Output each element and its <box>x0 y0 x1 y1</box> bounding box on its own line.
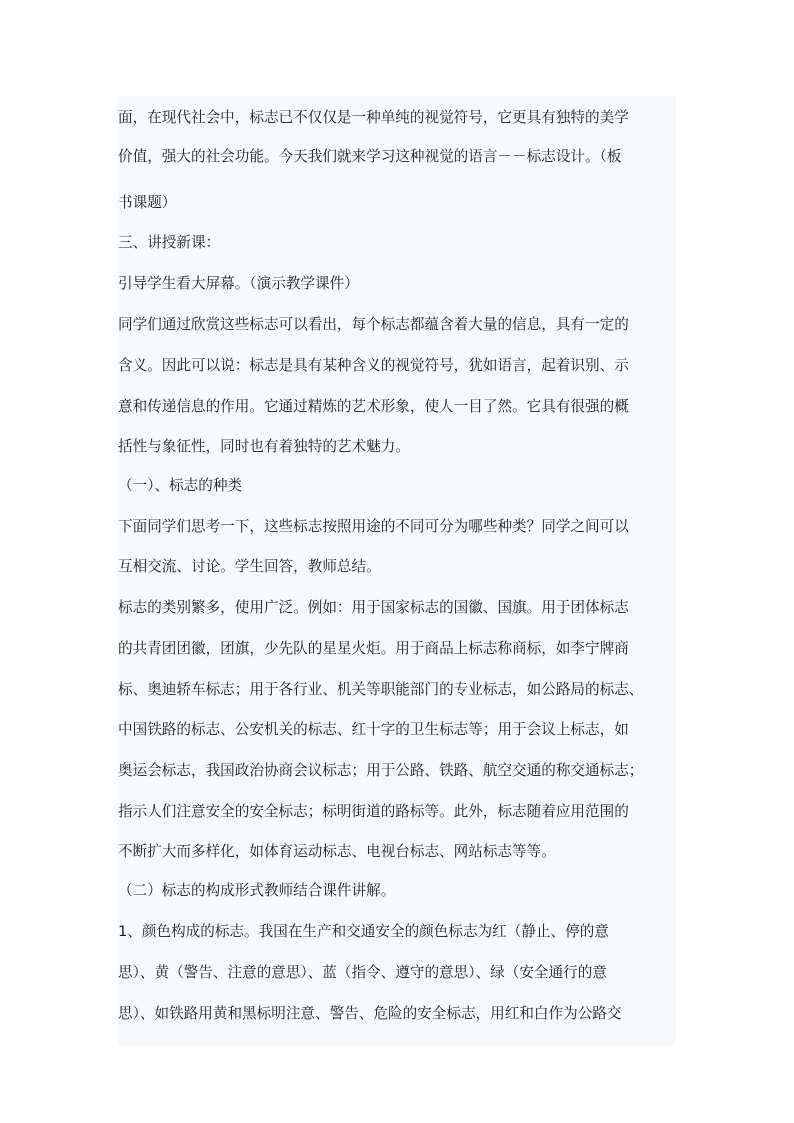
subsection-heading: （一）、标志的种类 <box>118 477 243 494</box>
text-line: 思）、如铁路用黄和黑标明注意、警告、危险的安全标志，用红和白作为公路交 <box>118 1005 622 1022</box>
text-line: 标志的类别繁多，使用广泛。例如：用于国家标志的国徽、国旗。用于团体标志 <box>118 599 629 616</box>
text-line: 面，在现代社会中，标志已不仅仅是一种单纯的视觉符号，它更具有独特的美学 <box>118 109 629 126</box>
text-line: 意和传递信息的作用。它通过精炼的艺术形象，使人一目了然。它具有很强的概 <box>118 398 629 415</box>
text-line: 不断扩大而多样化，如体育运动标志、电视台标志、网站标志等等。 <box>118 843 556 860</box>
text-line: 中国铁路的标志、公安机关的标志、红十字的卫生标志等；用于会议上标志，如 <box>118 721 629 738</box>
text-line: 下面同学们思考一下，这些标志按照用途的不同可分为哪些种类？同学之间可以 <box>118 518 629 535</box>
text-line: 含义。因此可以说：标志是具有某种含义的视觉符号，犹如语言，起着识别、示 <box>118 357 629 374</box>
text-line: 书课题） <box>118 194 177 211</box>
subsection-heading: （二）标志的构成形式教师结合课件讲解。 <box>118 882 396 899</box>
section-heading: 三、讲授新课： <box>118 234 221 251</box>
text-line: 奥运会标志，我国政治协商会议标志；用于公路、铁路、航空交通的称交通标志； <box>118 762 644 779</box>
text-line: 括性与象征性，同时也有着独特的艺术魅力。 <box>118 438 410 455</box>
text-line: 同学们通过欣赏这些标志可以看出，每个标志都蕴含着大量的信息，具有一定的 <box>118 316 629 333</box>
text-line: 引导学生看大屏幕。（演示教学课件） <box>118 275 359 292</box>
text-line: 1、颜色构成的标志。我国在生产和交通安全的颜色标志为红（静止、停的意 <box>118 923 609 940</box>
text-line: 价值，强大的社会功能。今天我们就来学习这种视觉的语言－－标志设计。（板 <box>118 148 622 165</box>
document-text-block <box>118 96 676 1046</box>
text-line: 思）、黄（警告、注意的意思）、蓝（指令、遵守的意思）、绿（安全通行的意 <box>118 964 607 981</box>
text-line: 互相交流、讨论。学生回答，教师总结。 <box>118 558 381 575</box>
text-line: 指示人们注意安全的安全标志；标明街道的路标等。此外，标志随着应用范围的 <box>118 803 629 820</box>
text-line: 的共青团团徽，团旗，少先队的星星火炬。用于商品上标志称商标，如李宁牌商 <box>118 640 629 657</box>
text-line: 标、奥迪轿车标志；用于各行业、机关等职能部门的专业标志，如公路局的标志、 <box>118 681 644 698</box>
